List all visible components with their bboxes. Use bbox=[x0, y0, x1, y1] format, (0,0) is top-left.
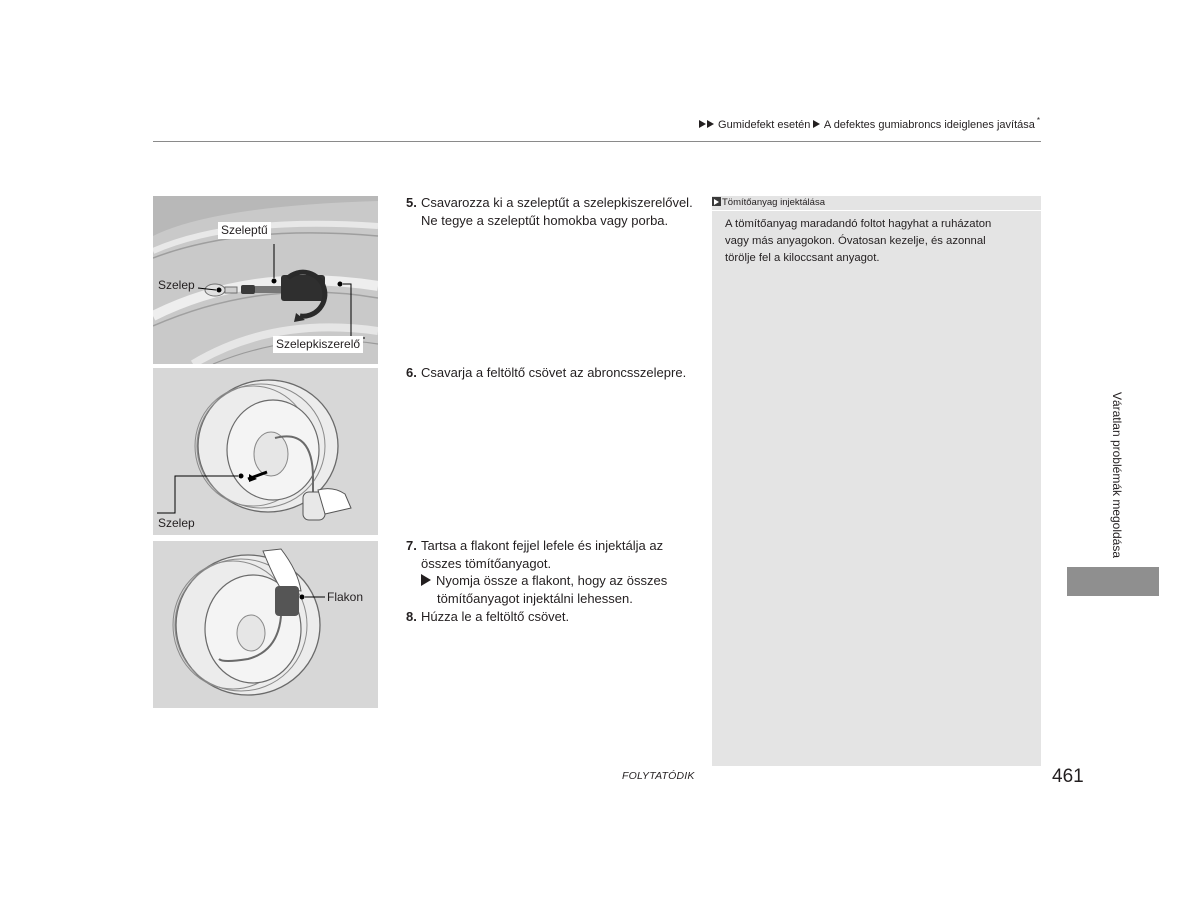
step-text-cont: összes tömítőanyagot. bbox=[421, 556, 552, 571]
step-number: 7. bbox=[406, 538, 417, 553]
note-body bbox=[725, 216, 1025, 267]
continued-label: FOLYTATÓDIK bbox=[622, 770, 695, 782]
step-7-substep bbox=[421, 572, 667, 608]
step-8 bbox=[406, 608, 569, 626]
figure-sealant-injection bbox=[153, 541, 378, 708]
breadcrumb-arrow-icon bbox=[813, 120, 820, 128]
hose-connection-illustration bbox=[153, 368, 378, 535]
header-divider bbox=[153, 141, 1041, 142]
sealant-injection-illustration bbox=[153, 541, 378, 708]
substep-text-cont: tömítőanyagot injektálni lehessen. bbox=[437, 591, 633, 606]
breadcrumb-arrow-icon bbox=[707, 120, 714, 128]
page-number: 461 bbox=[1052, 766, 1084, 787]
label-valve-tool: Szelepkiszerelő bbox=[273, 336, 363, 353]
step-6 bbox=[406, 364, 686, 382]
note-marker-icon bbox=[712, 197, 721, 206]
step-number: 6. bbox=[406, 365, 417, 380]
breadcrumb-star: * bbox=[1036, 116, 1040, 125]
step-text: Csavarozza ki a szeleptűt a szelepkiszerelővel. bbox=[421, 195, 693, 210]
note-line: A tömítőanyag maradandó foltot hagyhat a ruházaton bbox=[725, 218, 992, 230]
substep-text: Nyomja össze a flakont, hogy az összes bbox=[436, 573, 668, 588]
note-line: törölje fel a kiloccsant anyagot. bbox=[725, 252, 880, 264]
step-text: Tartsa a flakont fejjel lefele és injektálja az bbox=[421, 538, 664, 553]
step-text-cont: Ne tegye a szeleptűt homokba vagy porba. bbox=[421, 213, 669, 228]
label-bottle: Flakon bbox=[327, 590, 364, 604]
section-tab[interactable] bbox=[1067, 567, 1159, 596]
note-line: vagy más anyagokon. Óvatosan kezelje, és azonnal bbox=[725, 235, 986, 247]
step-text: Húzza le a feltöltő csövet. bbox=[421, 609, 570, 624]
step-5 bbox=[406, 194, 693, 230]
step-number: 8. bbox=[406, 609, 417, 624]
note-heading bbox=[712, 196, 1041, 211]
breadcrumb-arrow-icon bbox=[699, 120, 706, 128]
step-7 bbox=[406, 537, 663, 573]
note-panel bbox=[712, 196, 1041, 766]
step-number: 5. bbox=[406, 195, 417, 210]
label-valve: Szelep bbox=[158, 516, 195, 530]
breadcrumb-item-2[interactable]: A defektes gumiabroncs ideiglenes javítása bbox=[823, 119, 1035, 131]
breadcrumb bbox=[640, 116, 1040, 131]
breadcrumb-item-1[interactable]: Gumidefekt esetén bbox=[718, 119, 811, 131]
figure-valve-core-removal bbox=[153, 196, 378, 364]
label-valve-core: Szeleptű bbox=[218, 222, 271, 239]
section-title-vertical: Váratlan problémák megoldása bbox=[1110, 391, 1124, 559]
note-heading-text: Tömítőanyag injektálása bbox=[722, 197, 825, 208]
label-valve: Szelep bbox=[158, 278, 195, 292]
step-text: Csavarja a feltöltő csövet az abroncsszelepre. bbox=[421, 365, 687, 380]
figure-hose-connection bbox=[153, 368, 378, 535]
substep-arrow-icon bbox=[421, 574, 431, 586]
